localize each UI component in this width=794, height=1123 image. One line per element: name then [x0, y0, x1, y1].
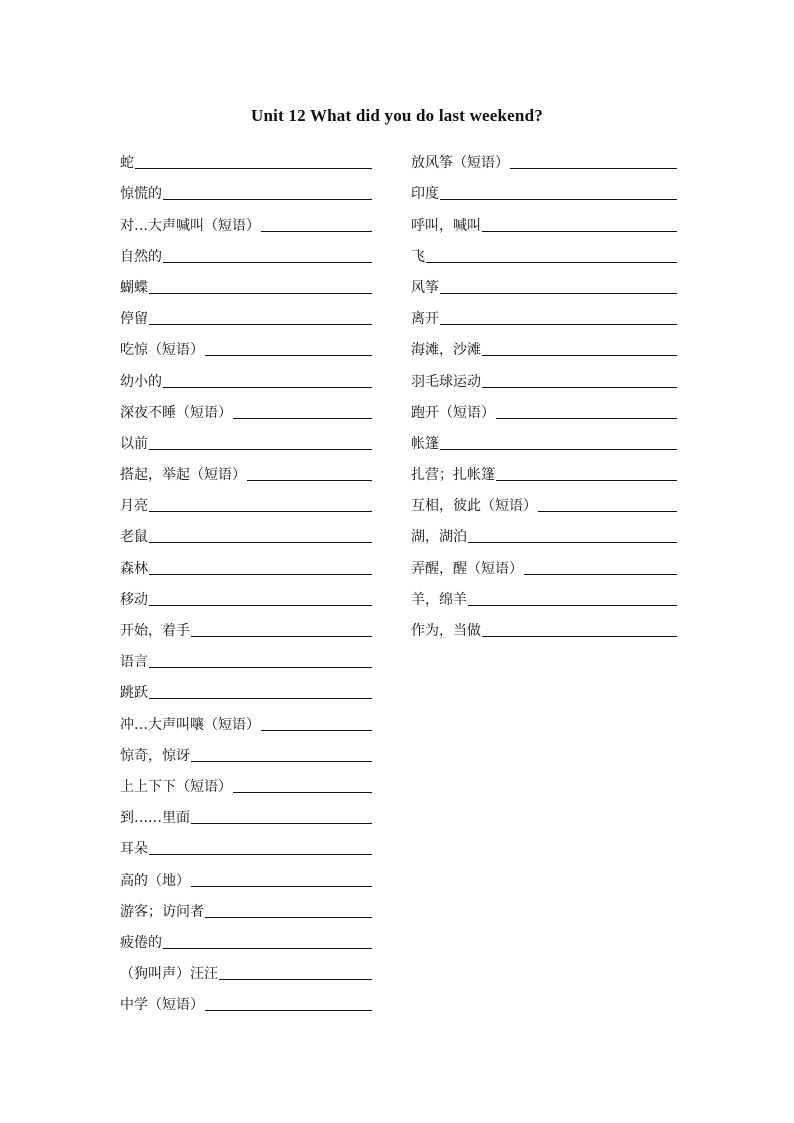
answer-blank[interactable] — [247, 462, 372, 481]
vocab-row — [120, 299, 372, 330]
answer-blank[interactable] — [482, 369, 677, 388]
answer-blank[interactable] — [191, 868, 372, 887]
vocab-term: 搭起，举起（短语） — [120, 467, 246, 484]
vocab-row — [120, 548, 372, 579]
vocab-term: 放风筝（短语） — [411, 155, 509, 172]
vocab-term: 蝴蝶 — [120, 279, 148, 296]
vocab-row — [120, 393, 372, 424]
vocab-row — [120, 798, 372, 829]
vocab-row — [411, 143, 677, 174]
vocab-row — [120, 455, 372, 486]
vocab-term: 互相，彼此（短语） — [411, 498, 537, 515]
vocab-term: 印度 — [411, 186, 439, 203]
vocab-term: 对…大声喊叫（短语） — [120, 217, 260, 234]
vocab-row — [120, 985, 372, 1016]
answer-blank[interactable] — [538, 493, 677, 512]
answer-blank[interactable] — [261, 712, 372, 731]
vocab-term: 作为，当做 — [411, 623, 481, 639]
vocab-row — [411, 268, 677, 299]
vocab-term: 呼叫，喊叫 — [411, 217, 481, 234]
vocab-row — [411, 237, 677, 268]
vocab-term: 移动 — [120, 591, 148, 608]
vocab-term: 吃惊（短语） — [120, 342, 204, 359]
vocab-term: 冲…大声叫嚷（短语） — [120, 716, 260, 733]
answer-blank[interactable] — [440, 306, 677, 325]
vocab-row — [411, 517, 677, 548]
vocab-row — [120, 923, 372, 954]
answer-blank[interactable] — [496, 462, 677, 481]
vocab-term: 疲倦的 — [120, 934, 162, 951]
answer-blank[interactable] — [482, 618, 677, 637]
answer-blank[interactable] — [440, 431, 677, 450]
vocab-term: 帐篷 — [411, 435, 439, 452]
vocab-row — [411, 299, 677, 330]
vocab-row — [120, 174, 372, 205]
vocab-row — [120, 736, 372, 767]
vocab-term: 高的（地） — [120, 872, 190, 889]
vocab-row — [120, 268, 372, 299]
answer-blank[interactable] — [496, 400, 677, 419]
vocab-row — [120, 611, 372, 642]
answer-blank[interactable] — [149, 275, 372, 294]
vocab-row — [411, 486, 677, 517]
vocab-term: 海滩，沙滩 — [411, 342, 481, 359]
vocab-term: 自然的 — [120, 248, 162, 265]
vocab-row — [120, 860, 372, 891]
answer-blank[interactable] — [191, 743, 372, 762]
vocab-row — [120, 892, 372, 923]
answer-blank[interactable] — [191, 618, 372, 637]
answer-blank[interactable] — [510, 150, 677, 169]
answer-blank[interactable] — [233, 400, 372, 419]
vocab-term: 弄醒，醒（短语） — [411, 560, 523, 577]
answer-blank[interactable] — [482, 337, 677, 356]
answer-blank[interactable] — [163, 369, 372, 388]
vocab-term: 蛇 — [120, 155, 134, 172]
answer-blank[interactable] — [205, 337, 372, 356]
vocab-term: 上上下下（短语） — [120, 778, 232, 795]
vocab-term: 语言 — [120, 654, 148, 671]
answer-blank[interactable] — [163, 181, 372, 200]
vocab-row — [120, 580, 372, 611]
answer-blank[interactable] — [149, 431, 372, 450]
answer-blank[interactable] — [149, 556, 372, 575]
vocab-term: 停留 — [120, 311, 148, 328]
answer-blank[interactable] — [163, 244, 372, 263]
vocab-row — [120, 237, 372, 268]
answer-blank[interactable] — [149, 649, 372, 668]
vocab-row — [120, 829, 372, 860]
answer-blank[interactable] — [149, 680, 372, 699]
vocab-row — [120, 704, 372, 735]
vocab-term: 幼小的 — [120, 373, 162, 390]
vocab-row — [411, 580, 677, 611]
vocab-row — [120, 517, 372, 548]
vocab-row — [120, 767, 372, 798]
page-title: Unit 12 What did you do last weekend? — [251, 106, 543, 125]
vocab-term: 中学（短语） — [120, 997, 204, 1014]
vocab-row — [120, 143, 372, 174]
vocab-term: 耳朵 — [120, 841, 148, 858]
answer-blank[interactable] — [219, 961, 372, 980]
vocab-row — [411, 611, 677, 642]
vocab-term: 惊奇，惊讶 — [120, 747, 190, 764]
vocab-term: 跳跃 — [120, 685, 148, 702]
vocab-row — [120, 673, 372, 704]
vocab-row — [411, 393, 677, 424]
vocab-row — [411, 174, 677, 205]
vocab-term: 飞 — [411, 248, 425, 265]
answer-blank[interactable] — [482, 213, 677, 232]
vocab-row — [411, 455, 677, 486]
vocab-term: 老鼠 — [120, 529, 148, 546]
vocab-row — [411, 361, 677, 392]
vocab-row — [411, 424, 677, 455]
answer-blank[interactable] — [135, 150, 372, 169]
vocab-term: 惊慌的 — [120, 186, 162, 203]
vocab-row — [411, 330, 677, 361]
answer-blank[interactable] — [149, 493, 372, 512]
vocab-term: 月亮 — [120, 498, 148, 515]
answer-blank[interactable] — [440, 181, 677, 200]
vocab-row — [120, 954, 372, 985]
vocab-term: 森林 — [120, 560, 148, 577]
vocab-row — [120, 205, 372, 236]
vocab-term: 游客；访问者 — [120, 903, 204, 920]
vocab-term: 羊，绵羊 — [411, 591, 467, 608]
answer-blank[interactable] — [149, 587, 372, 606]
answer-blank[interactable] — [205, 992, 372, 1011]
vocab-term: 离开 — [411, 311, 439, 328]
answer-blank[interactable] — [149, 306, 372, 325]
vocab-term: 羽毛球运动 — [411, 373, 481, 390]
vocab-term: 湖，湖泊 — [411, 529, 467, 546]
right-vocabulary-column — [411, 143, 677, 642]
left-vocabulary-column — [120, 143, 372, 1016]
answer-blank[interactable] — [205, 899, 372, 918]
vocab-row — [411, 205, 677, 236]
answer-blank[interactable] — [468, 587, 677, 606]
vocab-row — [120, 361, 372, 392]
vocab-row — [120, 486, 372, 517]
answer-blank[interactable] — [426, 244, 677, 263]
answer-blank[interactable] — [163, 930, 372, 949]
vocab-term: 风筝 — [411, 279, 439, 296]
vocab-term: （狗叫声）汪汪 — [120, 966, 218, 983]
answer-blank[interactable] — [261, 213, 372, 232]
answer-blank[interactable] — [149, 524, 372, 543]
answer-blank[interactable] — [440, 275, 677, 294]
vocab-term: 以前 — [120, 435, 148, 452]
vocab-term: 跑开（短语） — [411, 404, 495, 421]
answer-blank[interactable] — [149, 836, 372, 855]
vocab-row — [120, 330, 372, 361]
vocab-term: 深夜不睡（短语） — [120, 404, 232, 421]
answer-blank[interactable] — [233, 774, 372, 793]
vocab-term: 开始，着手 — [120, 623, 190, 639]
answer-blank[interactable] — [468, 524, 677, 543]
answer-blank[interactable] — [191, 805, 372, 824]
answer-blank[interactable] — [524, 556, 677, 575]
vocab-row — [120, 424, 372, 455]
vocab-term: 扎营；扎帐篷 — [411, 467, 495, 484]
vocab-term: 到……里面 — [120, 810, 190, 827]
vocab-row — [120, 642, 372, 673]
vocab-row — [411, 548, 677, 579]
